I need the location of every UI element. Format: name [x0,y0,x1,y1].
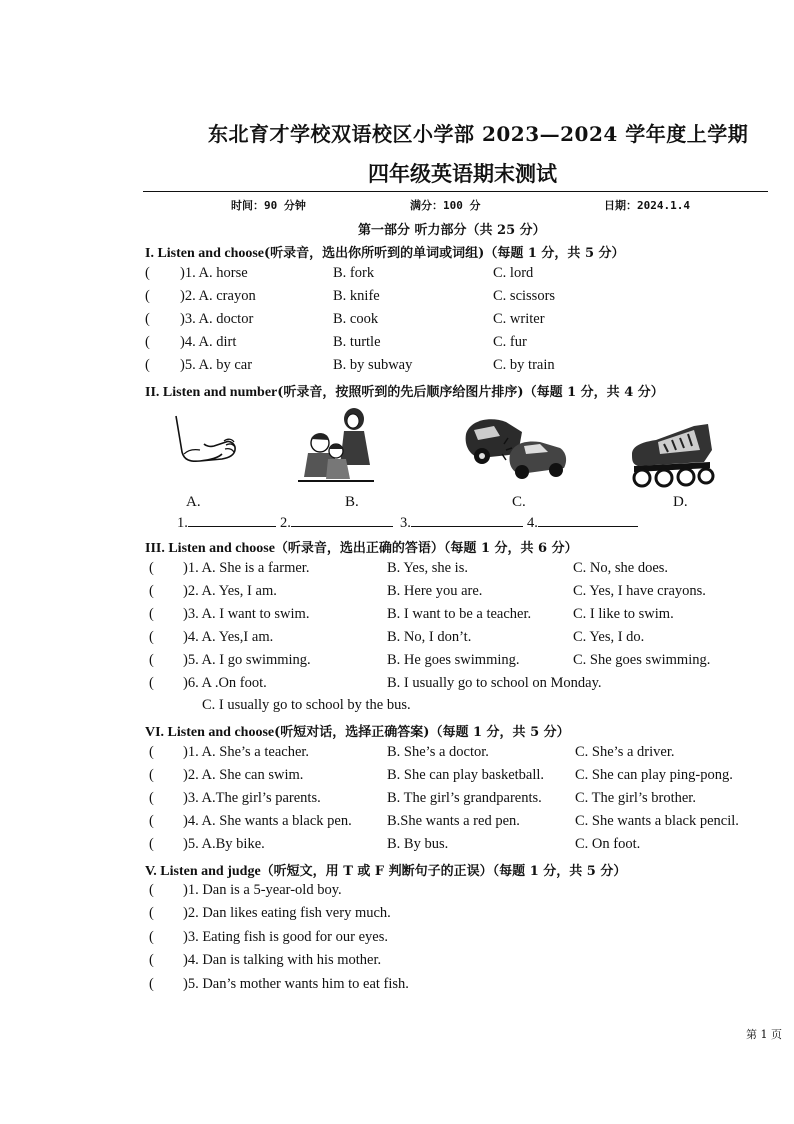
question-1-option-b: B. cook [333,311,379,327]
question-4-answer-paren[interactable]: ( [149,767,154,783]
question-5-answer-paren[interactable]: ( [149,929,154,945]
question-4-option-c: C. She wants a black pencil. [575,813,739,829]
answer-blank-1-label: 1. [177,515,188,531]
section-1-heading [145,242,625,262]
question-3-option-c: C. I like to swim. [573,606,674,622]
question-5-statement: )5. Dan’s mother wants him to eat fish. [183,976,409,992]
question-4-option-a: )1. A. She’s a teacher. [183,744,310,760]
picture-label-d: D. [673,494,688,510]
question-1-option-b: B. by subway [333,357,413,373]
question-3-option-a: )2. A. Yes, I am. [183,583,277,599]
question-3-option-c: C. No, she does. [573,560,669,576]
question-5-answer-paren[interactable]: ( [149,905,154,921]
answer-blank-4-line[interactable] [538,514,638,527]
exam-subtitle: 四年级英语期末测试 [368,161,557,186]
question-5-statement: )1. Dan is a 5-year-old boy. [183,882,342,898]
question-3-option-b: B. Yes, she is. [387,560,468,576]
question-3-option-a: )5. A. I go swimming. [183,652,311,668]
arm-icon [170,414,240,466]
answer-blank-1[interactable] [177,514,276,532]
answer-blank-2-line[interactable] [291,514,393,527]
section-2-heading-en: II. Listen and number [145,385,278,400]
family-icon [296,405,376,485]
question-3-option-b: B. Here you are. [387,583,483,599]
section-3-heading-cn: （听录音，选出正确的答语）（每题 1 分，共 6 分） [274,541,578,556]
question-4-option-c: C. The girl’s brother. [575,790,696,806]
question-4-option-c: C. On foot. [575,836,641,852]
answer-blank-1-line[interactable] [188,514,276,527]
question-3-answer-paren[interactable]: ( [149,675,154,691]
question-3-option-b: B. I want to be a teacher. [387,606,532,622]
question-1-option-c: C. lord [493,265,534,281]
question-4-option-a: )4. A. She wants a black pen. [183,813,352,829]
question-3-option-c: C. She goes swimming. [573,652,711,668]
answer-blank-3-line[interactable] [411,514,523,527]
question-4-option-a: )2. A. She can swim. [183,767,304,783]
question-3-option-a: )6. A .On foot. [183,675,267,691]
question-1-option-c: C. writer [493,311,545,327]
picture-label-a: A. [186,494,201,510]
picture-label-c: C. [512,494,526,510]
section-5-heading-en: V. Listen and judge [145,864,261,879]
question-1-option-a: )5. A. by car [180,357,253,373]
question-3-answer-paren[interactable]: ( [149,560,154,576]
exam-score: 满分：100 分 [410,199,481,212]
answer-blank-3-label: 3. [400,515,411,531]
question-4-option-c: C. She can play ping-pong. [575,767,733,783]
question-3-option-b: B. He goes swimming. [387,652,520,668]
car-crash-icon [460,414,572,486]
question-5-statement: )3. Eating fish is good for our eyes. [183,929,388,945]
section-2-heading-cn: (听录音，按照听到的先后顺序给图片排序)（每题 1 分，共 4 分） [277,385,664,400]
answer-blank-2[interactable] [280,514,393,532]
question-1-option-b: B. knife [333,288,380,304]
question-3-answer-paren[interactable]: ( [149,652,154,668]
section-3-heading-en: III. Listen and choose [145,541,275,556]
answer-blank-3[interactable] [400,514,523,532]
section-5-heading-cn: （听短文，用 T 或 F 判断句子的正误）（每题 1 分，共 5 分） [260,864,627,879]
answer-blank-4-label: 4. [527,515,538,531]
picture-label-b: B. [345,494,359,510]
question-1-option-a: )3. A. doctor [180,311,254,327]
section-4-heading-en: VI. Listen and choose [145,725,275,740]
question-1-answer-paren[interactable]: ( [145,357,150,373]
question-1-option-b: B. turtle [333,334,381,350]
question-1-answer-paren[interactable]: ( [145,288,150,304]
section-1-heading-en: I. Listen and choose [145,246,265,261]
question-4-answer-paren[interactable]: ( [149,790,154,806]
page-number: 第 1 页 [746,1028,782,1041]
section-3-heading [145,537,578,557]
question-5-statement: )2. Dan likes eating fish very much. [183,905,391,921]
exam-time: 时间：90 分钟 [231,199,306,212]
question-5-answer-paren[interactable]: ( [149,882,154,898]
section-4-heading-cn: (听短对话，选择正确答案)（每题 1 分，共 5 分） [274,725,570,740]
section-1-heading-cn: (听录音，选出你所听到的单词或词组)（每题 1 分，共 5 分） [264,246,625,261]
answer-blank-4[interactable] [527,514,638,532]
section-4-heading [145,721,570,741]
question-4-option-b: B. She’s a doctor. [387,744,489,760]
question-3-option-b: B. I usually go to school on Monday. [387,675,602,691]
question-3-answer-paren[interactable]: ( [149,606,154,622]
question-4-answer-paren[interactable]: ( [149,836,154,852]
question-4-option-a: )3. A.The girl’s parents. [183,790,321,806]
question-4-option-b: B. She can play basketball. [387,767,545,783]
exam-date: 日期：2024.1.4 [604,199,690,212]
question-4-option-b: B. The girl’s grandparents. [387,790,542,806]
question-1-answer-paren[interactable]: ( [145,334,150,350]
question-1-option-c: C. scissors [493,288,556,304]
question-4-answer-paren[interactable]: ( [149,744,154,760]
question-1-option-c: C. by train [493,357,555,373]
question-3-option-c: C. Yes, I do. [573,629,645,645]
question-4-option-b: B. By bus. [387,836,449,852]
question-3-option-a: )1. A. She is a farmer. [183,560,310,576]
question-3-answer-paren[interactable]: ( [149,583,154,599]
question-5-statement: )4. Dan is talking with his mother. [183,952,382,968]
question-1-option-a: )2. A. crayon [180,288,256,304]
question-1-option-a: )4. A. dirt [180,334,237,350]
question-1-answer-paren[interactable]: ( [145,311,150,327]
roller-skate-icon [624,420,716,490]
question-1-answer-paren[interactable]: ( [145,265,150,281]
question-3-option-a: )3. A. I want to swim. [183,606,310,622]
exam-title: 东北育才学校双语校区小学部 2023—2024 学年度上学期 [208,122,749,146]
question-4-option-c: C. She’s a driver. [575,744,675,760]
question-4-answer-paren[interactable]: ( [149,813,154,829]
question-3-option-a: )4. A. Yes,I am. [183,629,274,645]
question-1-option-a: )1. A. horse [180,265,248,281]
question-1-option-b: B. fork [333,265,375,281]
answer-blank-2-label: 2. [280,515,291,531]
question-3-answer-paren[interactable]: ( [149,629,154,645]
question-1-option-c: C. fur [493,334,527,350]
question-3-option-c: C. Yes, I have crayons. [573,583,706,599]
section-5-heading [145,860,626,880]
header-divider [143,191,768,192]
question-4-option-a: )5. A.By bike. [183,836,265,852]
question-3-6-option-c: C. I usually go to school by the bus. [202,697,411,713]
question-5-answer-paren[interactable]: ( [149,952,154,968]
question-3-option-b: B. No, I don’t. [387,629,472,645]
question-4-option-b: B.She wants a red pen. [387,813,520,829]
part-heading: 第一部分 听力部分（共 25 分） [358,223,546,238]
section-2-heading [145,381,664,401]
question-5-answer-paren[interactable]: ( [149,976,154,992]
